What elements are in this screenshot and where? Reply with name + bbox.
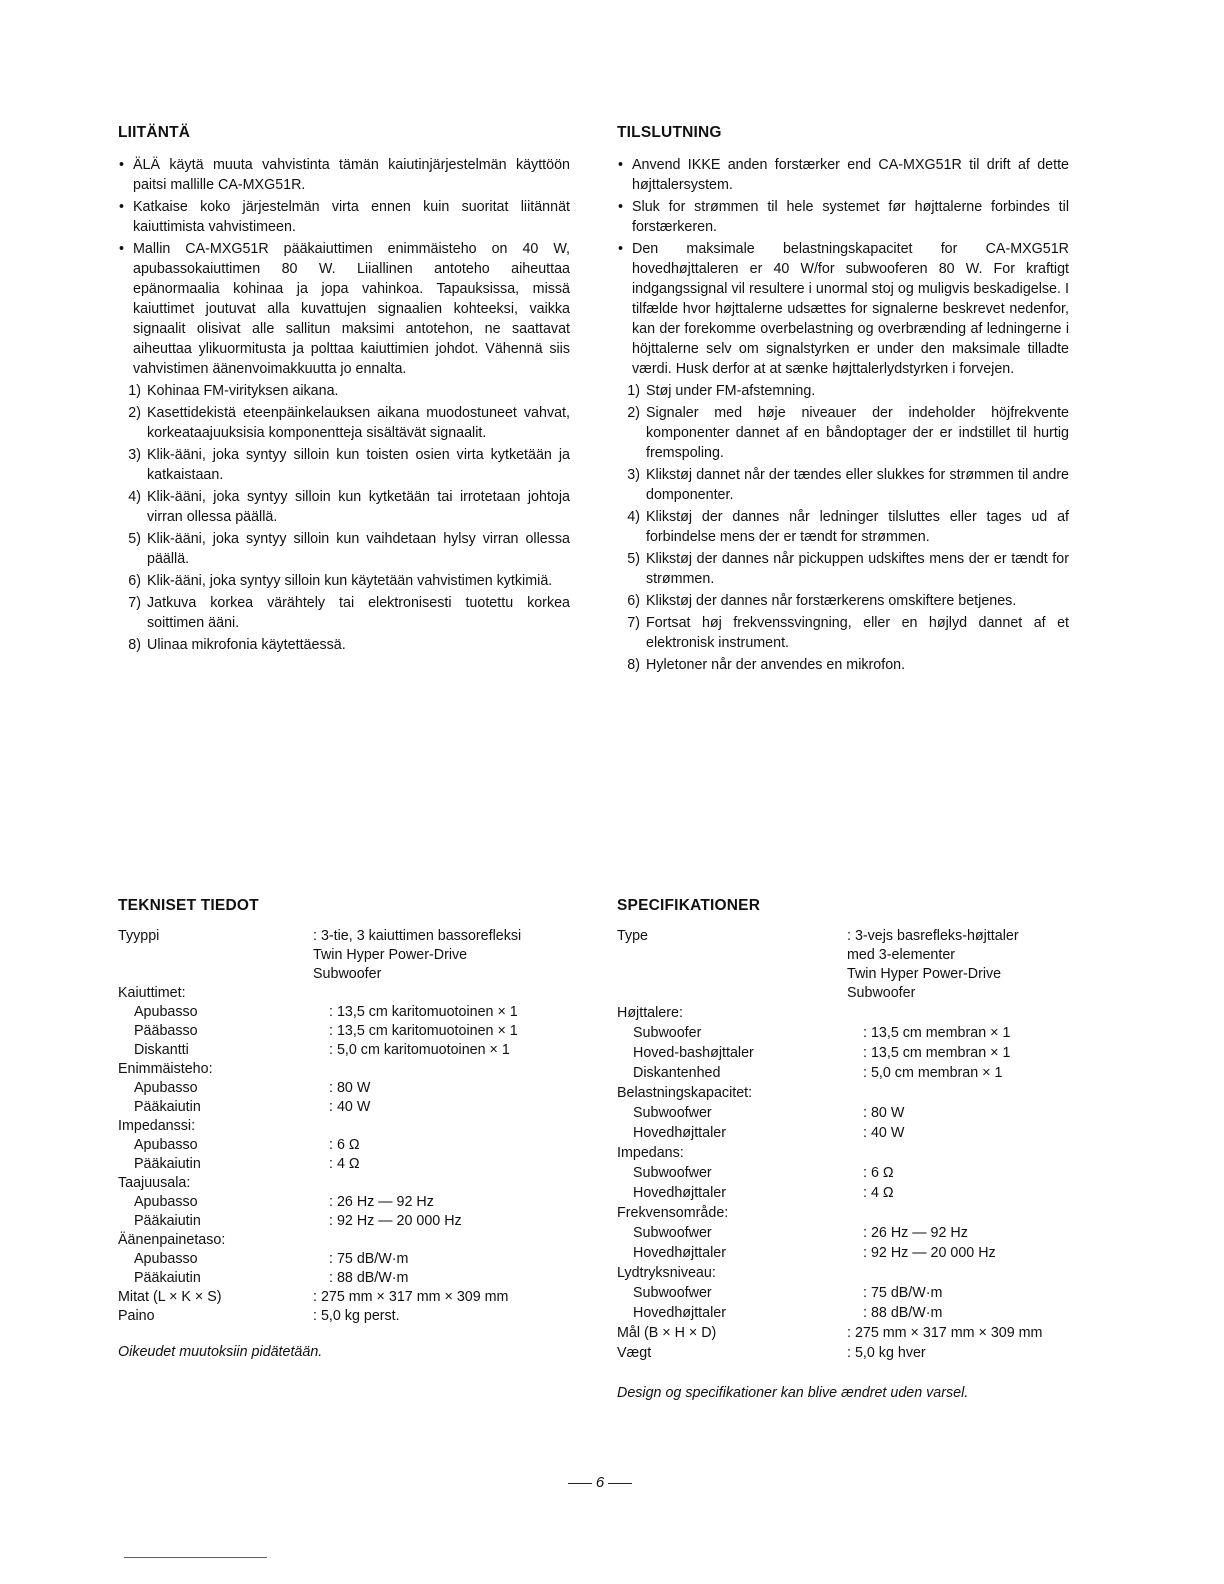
spec-value: : 13,5 cm membran × 1 (863, 1025, 1011, 1041)
bullet-item: • Katkaise koko järjestelmän virta ennen kuin suoritat liitännät kaiuttimista vahvistimeen. (118, 197, 570, 237)
spec-value: : 88 dB/W·m (329, 1270, 409, 1286)
spec-value: : 26 Hz — 92 Hz (863, 1225, 968, 1241)
da-connection-section (617, 124, 1069, 677)
spec-value: : 92 Hz — 20 000 Hz (863, 1245, 996, 1261)
spec-value (313, 1174, 570, 1193)
fi-specs-table (118, 927, 570, 1326)
spec-label: Tyyppi (118, 928, 160, 944)
list-item-text: Klikstøj dannet når der tændes eller slukkes for strømmen til andre domponenter. (646, 467, 1069, 503)
spec-row (617, 1344, 1069, 1363)
spec-row (118, 1022, 570, 1041)
spec-value: : 40 W (863, 1125, 905, 1141)
spec-value: : 75 dB/W·m (863, 1285, 943, 1301)
spec-value: : 13,5 cm membran × 1 (863, 1045, 1011, 1061)
da-connection-heading: TILSLUTNING (617, 124, 722, 141)
dash-decoration (568, 1483, 592, 1484)
bullet-item: • Anvend IKKE anden forstærker end CA-MXG51R til drift af dette højttalersystem. (617, 155, 1069, 195)
list-item (617, 403, 1069, 463)
da-specs-note: Design og specifikationer kan blive ændret uden varsel. (617, 1385, 969, 1401)
spec-row (118, 927, 570, 984)
list-item-number: 5) (128, 531, 141, 547)
spec-row (118, 1060, 570, 1079)
spec-row (617, 1064, 1069, 1083)
spec-row (118, 1288, 570, 1307)
spec-row (617, 1204, 1069, 1223)
spec-label: Impedanssi: (118, 1118, 196, 1134)
spec-value: : 5,0 kg perst. (313, 1308, 400, 1324)
list-item-text: Kasettidekistä eteenpäinkelauksen aikana muodostuneet vahvat, korkeataajuuksisia komponentteja sisältävät signaalit. (147, 405, 570, 441)
spec-value: : 6 Ω (329, 1137, 360, 1153)
spec-row (617, 1164, 1069, 1183)
list-item-text: Klik-ääni, joka syntyy silloin kun kytketään tai irrotetaan johtoja virran ollessa päällä. (147, 489, 570, 525)
footer-rule (124, 1557, 267, 1558)
spec-value: : 4 Ω (863, 1185, 894, 1201)
list-item (118, 487, 570, 527)
fi-connection-bullets (118, 155, 570, 379)
spec-value: : 275 mm × 317 mm × 309 mm (313, 1289, 509, 1305)
list-item-text: Klik-ääni, joka syntyy silloin kun toisten osien virta kytketään ja katkaistaan. (147, 447, 570, 483)
list-item-number: 8) (627, 657, 640, 673)
list-item-number: 6) (128, 573, 141, 589)
spec-row (118, 1269, 570, 1288)
spec-label: Hovedhøjttaler (633, 1245, 726, 1261)
list-item-text: Støj under FM-afstemning. (646, 383, 816, 399)
spec-value: : 80 W (329, 1080, 371, 1096)
list-item (617, 613, 1069, 653)
page-number (560, 1474, 640, 1491)
list-item (118, 635, 570, 655)
spec-row (118, 1079, 570, 1098)
spec-label: Subwoofwer (633, 1105, 712, 1121)
spec-value: : 6 Ω (863, 1165, 894, 1181)
bullet-item: • Den maksimale belastningskapacitet for CA-MXG51R hovedhøjttaleren er 40 W/for subwooferen 80 W. For kraftigt indgangssignal vil resultere i unormal stoj og muligvis beskadigelse. I tilfælde hvor højttalerne udsættes for signalerne beskrevet nedenfor, kan der forekomme overbelastning og overbrænding af ledningerne i höjttalerne selv om signalstyrken er under den maksimale tilladte værdi. Husk derfor at at sænke højttalerlydstyrken i forvejen. (617, 239, 1069, 379)
spec-value: : 5,0 cm membran × 1 (863, 1065, 1003, 1081)
spec-label: Äänenpainetaso: (118, 1232, 226, 1248)
spec-value: : 3-tie, 3 kaiuttimen bassorefleksi Twin Hyper Power-Drive Subwoofer (313, 928, 522, 982)
list-item-text: Klikstøj der dannes når ledninger tilsluttes eller tages ud af forbindelse mens der er tændt for strømmen. (646, 509, 1069, 545)
spec-row (118, 1212, 570, 1231)
spec-label: Pääkaiutin (134, 1213, 201, 1229)
spec-label: Kaiuttimet: (118, 985, 186, 1001)
fi-specs-heading: TEKNISET TIEDOT (118, 897, 259, 914)
spec-label: Subwoofwer (633, 1165, 712, 1181)
list-item-text: Signaler med høje niveauer der indeholder höjfrekvente komponenter dannet af en båndoptager der er indstillet til hurtig fremspoling. (646, 405, 1069, 461)
spec-row (118, 1250, 570, 1269)
spec-label: Apubasso (134, 1251, 198, 1267)
spec-label: Subwoofwer (633, 1225, 712, 1241)
list-item (617, 465, 1069, 505)
dash-decoration (608, 1483, 632, 1484)
list-item (617, 549, 1069, 589)
list-item (118, 593, 570, 633)
spec-label: Vægt (617, 1345, 652, 1361)
fi-connection-heading: LIITÄNTÄ (118, 124, 191, 141)
list-item-number: 2) (128, 405, 141, 421)
da-connection-bullets (617, 155, 1069, 379)
list-item-text: Klikstøj der dannes når pickuppen udskiftes mens der er tændt for strømmen. (646, 551, 1069, 587)
list-item-number: 7) (128, 595, 141, 611)
spec-row (118, 1155, 570, 1174)
list-item-number: 5) (627, 551, 640, 567)
list-item (617, 507, 1069, 547)
list-item-number: 4) (128, 489, 141, 505)
bullet-item: • Mallin CA-MXG51R pääkaiuttimen enimmäisteho on 40 W, apubassokaiuttimen 80 W. Liiallinen antoteho aiheuttaa epänormaalia kohinaa ja jopa vahinkoa. Tapauksissa, missä kaiuttimet joutuvat alla kuvattujen signaalien kohteeksi, vaikka signaalit olisivat alle sallitun maksimi antotehon, ne saattavat aiheuttaa ylikuormitusta ja polttaa kaiuttimien johdot. Vähennä siis vahvistimen äänenvoimakkuutta jo ennalta. (118, 239, 570, 379)
spec-value (847, 1084, 1069, 1103)
spec-row (617, 1084, 1069, 1103)
spec-label: Diskantenhed (633, 1065, 721, 1081)
list-item (118, 403, 570, 443)
spec-row (617, 1004, 1069, 1023)
spec-value: : 5,0 kg hver (847, 1345, 926, 1361)
da-specs-table (617, 927, 1069, 1363)
spec-value (847, 1264, 1069, 1283)
spec-row (617, 1144, 1069, 1163)
spec-value: : 13,5 cm karitomuotoinen × 1 (329, 1004, 518, 1020)
list-item-number: 2) (627, 405, 640, 421)
spec-value: : 26 Hz — 92 Hz (329, 1194, 434, 1210)
da-specs-heading: SPECIFIKATIONER (617, 897, 761, 914)
spec-label: Apubasso (134, 1137, 198, 1153)
spec-value: : 5,0 cm karitomuotoinen × 1 (329, 1042, 510, 1058)
spec-value (313, 1117, 570, 1136)
spec-row (617, 1024, 1069, 1043)
list-item-number: 3) (128, 447, 141, 463)
spec-label: Pääbasso (134, 1023, 198, 1039)
spec-row (617, 1264, 1069, 1283)
list-item-text: Hyletoner når der anvendes en mikrofon. (646, 657, 906, 673)
spec-label: Pääkaiutin (134, 1099, 201, 1115)
spec-value: : 4 Ω (329, 1156, 360, 1172)
spec-row (118, 1307, 570, 1326)
spec-label: Apubasso (134, 1194, 198, 1210)
spec-label: Apubasso (134, 1080, 198, 1096)
spec-label: Pääkaiutin (134, 1156, 201, 1172)
list-item-text: Klik-ääni, joka syntyy silloin kun käytetään vahvistimen kytkimiä. (147, 573, 553, 589)
spec-label: Højttalere: (617, 1005, 683, 1021)
spec-row (617, 1104, 1069, 1123)
spec-label: Diskantti (134, 1042, 189, 1058)
list-item-text: Ulinaa mikrofonia käytettäessä. (147, 637, 346, 653)
spec-value: : 80 W (863, 1105, 905, 1121)
spec-label: Taajuusala: (118, 1175, 191, 1191)
spec-label: Hovedhøjttaler (633, 1185, 726, 1201)
spec-value (847, 1004, 1069, 1023)
spec-label: Mål (B × H × D) (617, 1325, 717, 1341)
spec-label: Pääkaiutin (134, 1270, 201, 1286)
da-signal-list (617, 381, 1069, 675)
spec-label: Subwoofwer (633, 1285, 712, 1301)
list-item-number: 3) (627, 467, 640, 483)
list-item (118, 381, 570, 401)
page-number-text: 6 (595, 1474, 605, 1491)
list-item-number: 1) (627, 383, 640, 399)
fi-signal-list (118, 381, 570, 655)
list-item-number: 6) (627, 593, 640, 609)
spec-row (118, 1117, 570, 1136)
list-item (617, 655, 1069, 675)
spec-value: : 3-vejs basrefleks-højttaler med 3-elementer Twin Hyper Power-Drive Subwoofer (847, 928, 1019, 1001)
spec-value (313, 984, 570, 1003)
spec-row (118, 1174, 570, 1193)
spec-label: Hovedhøjttaler (633, 1305, 726, 1321)
list-item-number: 4) (627, 509, 640, 525)
spec-label: Impedans: (617, 1145, 684, 1161)
list-item-number: 1) (128, 383, 141, 399)
spec-label: Frekvensområde: (617, 1205, 729, 1221)
spec-row (617, 1304, 1069, 1323)
list-item (118, 445, 570, 485)
spec-value: : 88 dB/W·m (863, 1305, 943, 1321)
spec-row (118, 1098, 570, 1117)
spec-value: : 40 W (329, 1099, 371, 1115)
list-item-text: Klik-ääni, joka syntyy silloin kun vaihdetaan hylsy virran ollessa päällä. (147, 531, 570, 567)
spec-row (118, 1231, 570, 1250)
da-specs-section (617, 897, 1069, 1401)
spec-row (118, 1193, 570, 1212)
spec-row (118, 984, 570, 1003)
spec-label: Hoved-bashøjttaler (633, 1045, 754, 1061)
spec-row (617, 927, 1069, 1003)
list-item (617, 591, 1069, 611)
bullet-item: • ÄLÄ käytä muuta vahvistinta tämän kaiutinjärjestelmän käyttöön paitsi mallille CA-MXG51R. (118, 155, 570, 195)
fi-specs-section (118, 897, 570, 1360)
fi-connection-section (118, 124, 570, 657)
spec-row (617, 1244, 1069, 1263)
spec-row (617, 1184, 1069, 1203)
spec-row (118, 1136, 570, 1155)
list-item-text: Kohinaa FM-virityksen aikana. (147, 383, 339, 399)
list-item-number: 7) (627, 615, 640, 631)
spec-label: Mitat (L × K × S) (118, 1289, 222, 1305)
spec-value: : 275 mm × 317 mm × 309 mm (847, 1325, 1043, 1341)
spec-value: : 13,5 cm karitomuotoinen × 1 (329, 1023, 518, 1039)
spec-label: Enimmäisteho: (118, 1061, 213, 1077)
spec-label: Hovedhøjttaler (633, 1125, 726, 1141)
spec-value (847, 1144, 1069, 1163)
spec-value: : 92 Hz — 20 000 Hz (329, 1213, 462, 1229)
spec-row (617, 1324, 1069, 1343)
spec-value (313, 1231, 570, 1250)
spec-row (118, 1041, 570, 1060)
spec-value (847, 1204, 1069, 1223)
spec-value (313, 1060, 570, 1079)
fi-specs-note: Oikeudet muutoksiin pidätetään. (118, 1344, 323, 1360)
list-item (118, 529, 570, 569)
spec-label: Belastningskapacitet: (617, 1085, 753, 1101)
spec-row (617, 1124, 1069, 1143)
spec-value: : 75 dB/W·m (329, 1251, 409, 1267)
spec-row (617, 1044, 1069, 1063)
spec-label: Lydtryksniveau: (617, 1265, 716, 1281)
list-item (617, 381, 1069, 401)
bullet-item: • Sluk for strømmen til hele systemet før højttalerne forbindes til forstærkeren. (617, 197, 1069, 237)
spec-row (617, 1284, 1069, 1303)
spec-label: Paino (118, 1308, 155, 1324)
spec-label: Type (617, 928, 648, 944)
spec-row (617, 1224, 1069, 1243)
spec-label: Subwoofer (633, 1025, 702, 1041)
list-item-text: Klikstøj der dannes når forstærkerens omskiftere betjenes. (646, 593, 1017, 609)
spec-row (118, 1003, 570, 1022)
list-item-text: Jatkuva korkea värähtely tai elektronisesti tuotettu korkea soittimen ääni. (147, 595, 570, 631)
list-item-text: Fortsat høj frekvenssvingning, eller en højlyd dannet af et elektronisk instrument. (646, 615, 1069, 651)
list-item-number: 8) (128, 637, 141, 653)
spec-label: Apubasso (134, 1004, 198, 1020)
list-item (118, 571, 570, 591)
